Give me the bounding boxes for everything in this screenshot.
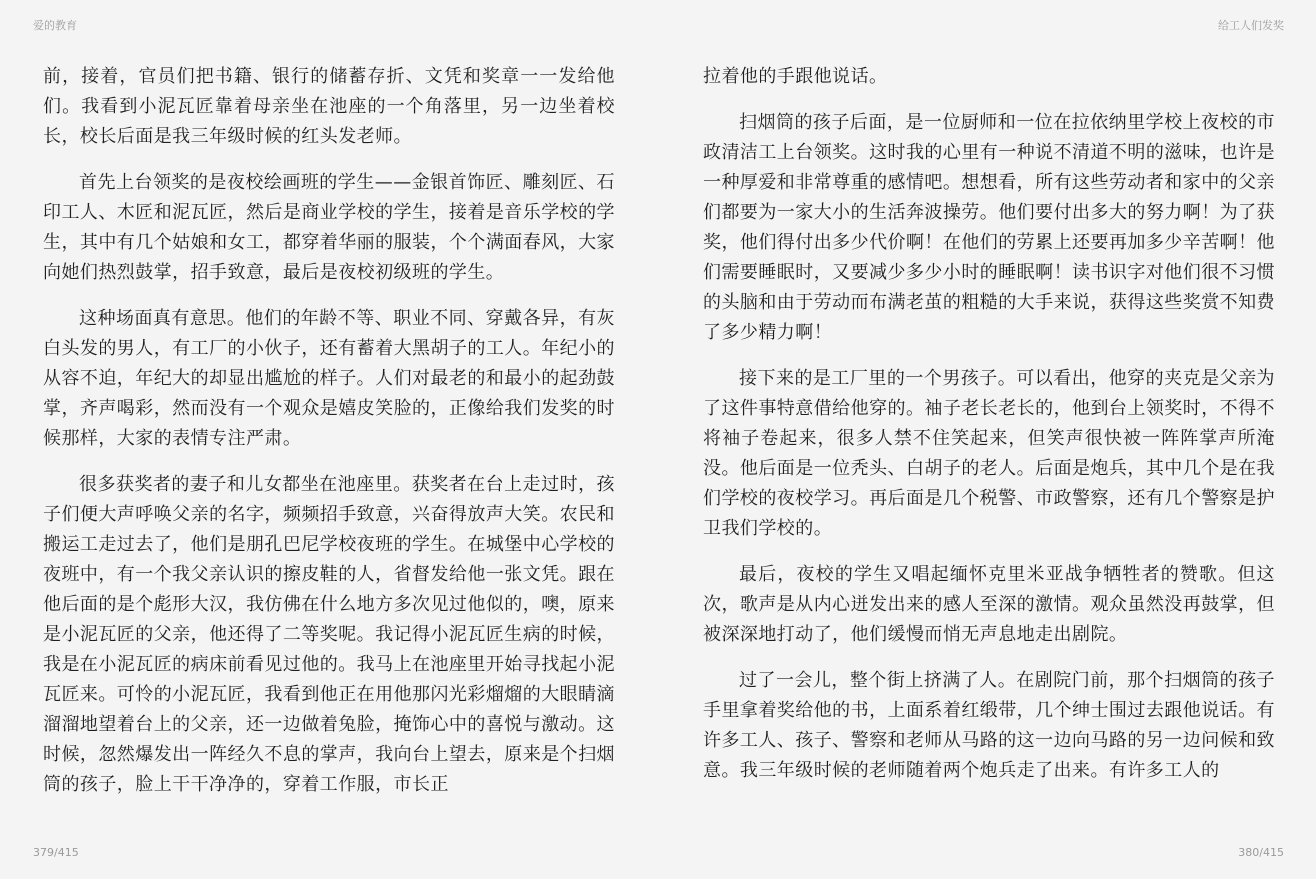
left-page-number: 379/415 (33, 846, 79, 859)
right-page-number: 380/415 (1238, 846, 1284, 859)
left-page-text (43, 62, 615, 816)
paragraph: 扫烟筒的孩子后面，是一位厨师和一位在拉依纳里学校上夜校的市政清洁工上台领奖。这时我的心里有一种说不清道不明的滋味，也许是一种厚爱和非常尊重的感情吧。想想看，所有这些劳动者和家中的父亲们都要为一家大小的生活奔波操劳。他们要付出多大的努力啊！为了获奖，他们得付出多少代价啊！在他们的劳累上还要再加多少辛苦啊！他们需要睡眠时，又要减少多少小时的睡眠啊！读书识字对他们很不习惯的头脑和由于劳动而布满老茧的粗糙的大手来说，获得这些奖赏不知费了多少精力啊！ (703, 112, 1275, 343)
paragraph: 前，接着，官员们把书籍、银行的储蓄存折、文凭和奖章一一发给他们。我看到小泥瓦匠靠着母亲坐在池座的一个角落里，另一边坐着校长，校长后面是我三年级时候的红头发老师。 (43, 66, 615, 147)
chapter-title: 给工人们发奖 (1218, 19, 1284, 32)
right-page-text (703, 62, 1275, 802)
paragraph: 最后，夜校的学生又唱起缅怀克里米亚战争牺牲者的赞歌。但这次，歌声是从内心迸发出来的感人至深的激情。观众虽然没再鼓掌，但被深深地打动了，他们缓慢而悄无声息地走出剧院。 (703, 564, 1275, 645)
paragraph: 很多获奖者的妻子和儿女都坐在池座里。获奖者在台上走过时，孩子们便大声呼唤父亲的名字，频频招手致意，兴奋得放声大笑。农民和搬运工走过去了，他们是朋孔巴尼学校夜班的学生。在城堡中心学校的夜班中，有一个我父亲认识的擦皮鞋的人，省督发给他一张文凭。跟在他后面的是个彪形大汉，我仿佛在什么地方多次见过他似的，噢，原来是小泥瓦匠的父亲，他还得了二等奖呢。我记得小泥瓦匠生病的时候，我是在小泥瓦匠的病床前看见过他的。我马上在池座里开始寻找起小泥瓦匠来。可怜的小泥瓦匠，我看到他正在用他那闪光彩熘熘的大眼睛滴溜溜地望着台上的父亲，还一边做着兔脸，掩饰心中的喜悦与激动。这时候，忽然爆发出一阵经久不息的掌声，我向台上望去，原来是个扫烟筒的孩子，脸上干干净净的，穿着工作服，市长正 (43, 474, 615, 795)
paragraph: 首先上台领奖的是夜校绘画班的学生——金银首饰匠、雕刻匠、石印工人、木匠和泥瓦匠，然后是商业学校的学生，接着是音乐学校的学生，其中有几个姑娘和女工，都穿着华丽的服装，个个满面春风，大家向她们热烈鼓掌，招手致意，最后是夜校初级班的学生。 (43, 172, 615, 283)
book-title: 爱的教育 (33, 19, 77, 32)
paragraph: 接下来的是工厂里的一个男孩子。可以看出，他穿的夹克是父亲为了这件事特意借给他穿的。袖子老长老长的，他到台上领奖时，不得不将袖子卷起来，很多人禁不住笑起来，但笑声很快被一阵阵掌声所淹没。他后面是一位秃头、白胡子的老人。后面是炮兵，其中几个是在我们学校的夜校学习。再后面是几个税警、市政警察，还有几个警察是护卫我们学校的。 (703, 368, 1275, 539)
paragraph: 这种场面真有意思。他们的年龄不等、职业不同、穿戴各异，有灰白头发的男人，有工厂的小伙子，还有蓄着大黑胡子的工人。年纪小的从容不迫，年纪大的却显出尴尬的样子。人们对最老的和最小的起劲鼓掌，齐声喝彩，然而没有一个观众是嬉皮笑脸的，正像给我们发奖的时候那样，大家的表情专注严肃。 (43, 308, 615, 449)
paragraph: 过了一会儿，整个街上挤满了人。在剧院门前，那个扫烟筒的孩子手里拿着奖给他的书，上面系着红缎带，几个绅士围过去跟他说话。有许多工人、孩子、警察和老师从马路的这一边向马路的另一边问候和致意。我三年级时候的老师随着两个炮兵走了出来。有许多工人的 (703, 670, 1275, 781)
paragraph: 拉着他的手跟他说话。 (703, 66, 888, 87)
